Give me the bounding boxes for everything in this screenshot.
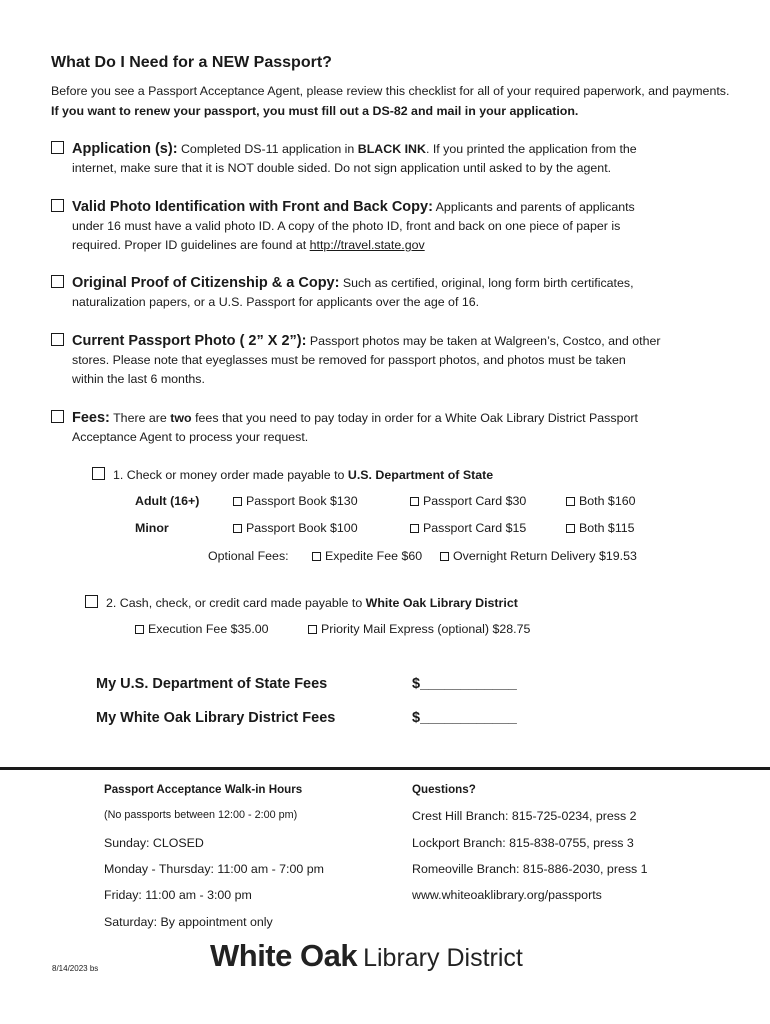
fees-checkbox[interactable] bbox=[51, 410, 64, 423]
checklist-item-application bbox=[51, 140, 723, 178]
overnight-label: Overnight Return Delivery $19.53 bbox=[453, 549, 637, 563]
state-fees-blank[interactable]: $____________ bbox=[412, 676, 517, 692]
minor-card-option[interactable] bbox=[410, 521, 526, 535]
checklist-item-fees bbox=[51, 409, 723, 447]
adult-card-checkbox[interactable] bbox=[410, 497, 419, 506]
minor-book-option[interactable] bbox=[233, 521, 358, 535]
library-fees-blank[interactable]: $____________ bbox=[412, 710, 517, 726]
priority-mail-checkbox[interactable] bbox=[308, 625, 317, 634]
application-black-ink: BLACK INK bbox=[357, 142, 426, 156]
minor-label: Minor bbox=[135, 521, 169, 535]
minor-both-checkbox[interactable] bbox=[566, 524, 575, 533]
travel-state-gov-link[interactable]: http://travel.state.gov bbox=[309, 238, 425, 252]
fee-1-label: 1. Check or money order made payable to bbox=[113, 468, 345, 482]
lockport-phone: Lockport Branch: 815-838-0755, press 3 bbox=[412, 836, 634, 850]
checklist-item-passport-photo bbox=[51, 332, 723, 389]
hours-mon-thu: Monday - Thursday: 11:00 am - 7:00 pm bbox=[104, 862, 324, 876]
expedite-option[interactable] bbox=[312, 549, 422, 563]
citizenship-checkbox[interactable] bbox=[51, 275, 64, 288]
fee-2-payee: White Oak Library District bbox=[365, 596, 518, 610]
overnight-checkbox[interactable] bbox=[440, 552, 449, 561]
adult-book-checkbox[interactable] bbox=[233, 497, 242, 506]
fees-text-2: fees that you need to pay today in order for a White Oak Library District Passport bbox=[195, 411, 638, 425]
overnight-option[interactable] bbox=[440, 549, 637, 563]
library-fees-label: My White Oak Library District Fees bbox=[96, 710, 336, 726]
citizenship-continued: naturalization papers, or a U.S. Passport for applicants over the age of 16. bbox=[72, 295, 480, 309]
execution-fee-checkbox[interactable] bbox=[135, 625, 144, 634]
passport-photo-heading: Current Passport Photo ( 2” X 2”): bbox=[72, 333, 307, 349]
passport-photo-continued-1: stores. Please note that eyeglasses must be removed for passport photos, and photos must be taken bbox=[72, 353, 626, 367]
application-heading: Application (s): bbox=[72, 141, 178, 157]
white-oak-logo bbox=[210, 938, 523, 974]
photo-id-text-1: Applicants and parents of applicants bbox=[435, 200, 635, 214]
hours-friday: Friday: 11:00 am - 3:00 pm bbox=[104, 888, 252, 902]
adult-card-label: Passport Card $30 bbox=[423, 494, 527, 508]
crest-hill-phone: Crest Hill Branch: 815-725-0234, press 2 bbox=[412, 809, 637, 823]
application-continued: internet, make sure that it is NOT double sided. Do not sign application until asked to by the agent. bbox=[72, 161, 612, 175]
expedite-checkbox[interactable] bbox=[312, 552, 321, 561]
date-code: 8/14/2023 bs bbox=[52, 964, 99, 973]
photo-id-checkbox[interactable] bbox=[51, 199, 64, 212]
optional-fees-label: Optional Fees: bbox=[208, 549, 289, 563]
passport-photo-text-1: Passport photos may be taken at Walgreen’s, Costco, and other bbox=[309, 334, 661, 348]
logo-light-text: Library District bbox=[363, 944, 523, 972]
page-title: What Do I Need for a NEW Passport? bbox=[51, 54, 332, 71]
photo-id-continued-1: under 16 must have a valid photo ID. A copy of the photo ID, front and back on one piece of paper is bbox=[72, 219, 621, 233]
hours-sunday: Sunday: CLOSED bbox=[104, 836, 204, 850]
execution-fee-label: Execution Fee $35.00 bbox=[148, 622, 269, 636]
fees-heading: Fees: bbox=[72, 410, 110, 426]
expedite-label: Expedite Fee $60 bbox=[325, 549, 423, 563]
fees-two: two bbox=[170, 411, 192, 425]
questions-heading: Questions? bbox=[412, 783, 476, 796]
fee-1-payee: U.S. Department of State bbox=[347, 468, 494, 482]
minor-both-option[interactable] bbox=[566, 521, 635, 535]
adult-both-option[interactable] bbox=[566, 494, 636, 508]
application-text-1: Completed DS-11 application in bbox=[180, 142, 355, 156]
hours-saturday: Saturday: By appointment only bbox=[104, 915, 273, 929]
execution-fee-option[interactable] bbox=[135, 622, 269, 636]
logo-strong-text: White Oak bbox=[210, 938, 358, 973]
hours-note: (No passports between 12:00 - 2:00 pm) bbox=[104, 809, 298, 821]
citizenship-heading: Original Proof of Citizenship & a Copy: bbox=[72, 275, 340, 291]
adult-book-label: Passport Book $130 bbox=[246, 494, 358, 508]
minor-book-checkbox[interactable] bbox=[233, 524, 242, 533]
passport-photo-continued-2: within the last 6 months. bbox=[72, 372, 205, 386]
adult-both-label: Both $160 bbox=[579, 494, 636, 508]
minor-book-label: Passport Book $100 bbox=[246, 521, 358, 535]
passport-photo-checkbox[interactable] bbox=[51, 333, 64, 346]
priority-mail-option[interactable] bbox=[308, 622, 530, 636]
fee-1-line bbox=[92, 467, 493, 482]
intro-paragraph bbox=[51, 81, 731, 121]
adult-both-checkbox[interactable] bbox=[566, 497, 575, 506]
adult-label: Adult (16+) bbox=[135, 494, 200, 508]
fee-1-checkbox[interactable] bbox=[92, 467, 105, 480]
fees-text-1: There are bbox=[113, 411, 167, 425]
application-text-2: . If you printed the application from the bbox=[425, 142, 637, 156]
hours-heading: Passport Acceptance Walk-in Hours bbox=[104, 783, 303, 796]
state-fees-label: My U.S. Department of State Fees bbox=[96, 676, 328, 692]
photo-id-heading: Valid Photo Identification with Front and Back Copy: bbox=[72, 199, 433, 215]
minor-card-label: Passport Card $15 bbox=[423, 521, 527, 535]
intro-text: Before you see a Passport Acceptance Agent, please review this checklist for all of your required paperwork, and payments. bbox=[51, 84, 730, 98]
adult-card-option[interactable] bbox=[410, 494, 526, 508]
fee-2-line bbox=[85, 595, 518, 610]
fee-2-label: 2. Cash, check, or credit card made payable to bbox=[106, 596, 363, 610]
citizenship-text-1: Such as certified, original, long form birth certificates, bbox=[342, 276, 634, 290]
romeoville-phone: Romeoville Branch: 815-886-2030, press 1 bbox=[412, 862, 648, 876]
application-checkbox[interactable] bbox=[51, 141, 64, 154]
fee-2-checkbox[interactable] bbox=[85, 595, 98, 608]
minor-both-label: Both $115 bbox=[579, 521, 635, 535]
checklist-item-photo-id bbox=[51, 198, 723, 255]
priority-mail-label: Priority Mail Express (optional) $28.75 bbox=[321, 622, 531, 636]
intro-renewal-note: If you want to renew your passport, you must fill out a DS-82 and mail in your application. bbox=[51, 104, 579, 118]
website-link[interactable]: www.whiteoaklibrary.org/passports bbox=[412, 888, 602, 902]
fees-continued: Acceptance Agent to process your request. bbox=[72, 430, 309, 444]
checklist-item-citizenship bbox=[51, 274, 723, 312]
section-divider bbox=[0, 767, 770, 770]
minor-card-checkbox[interactable] bbox=[410, 524, 419, 533]
photo-id-continued-2: required. Proper ID guidelines are found at bbox=[72, 238, 307, 252]
adult-book-option[interactable] bbox=[233, 494, 358, 508]
